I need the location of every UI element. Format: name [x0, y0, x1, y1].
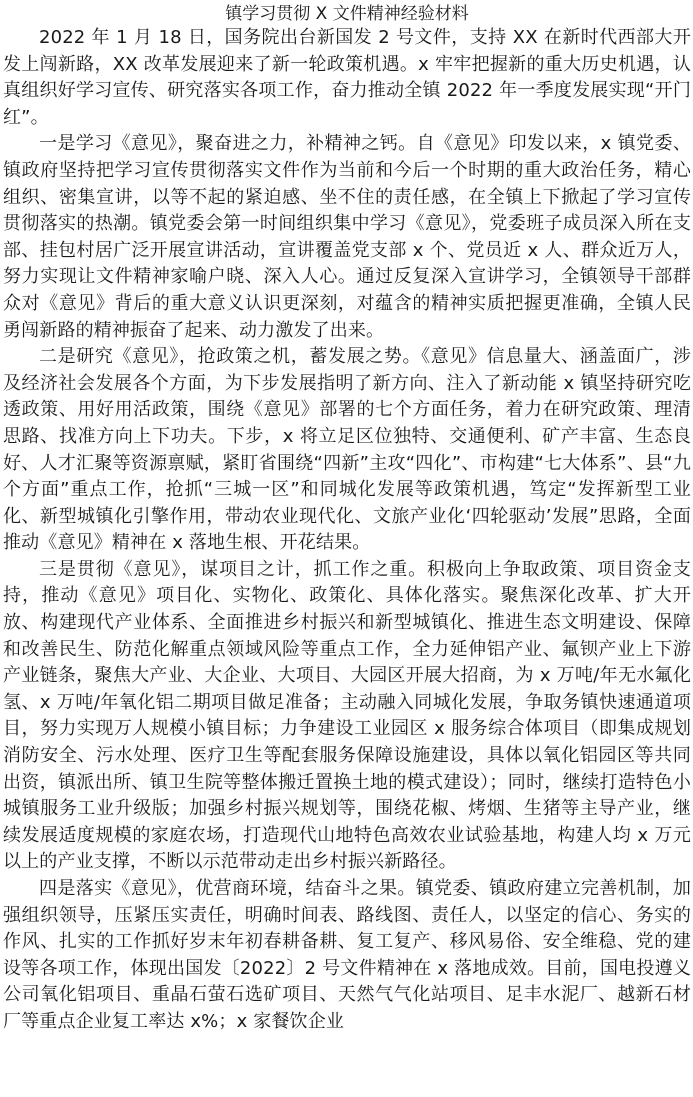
document-title: 镇学习贯彻 X 文件精神经验材料: [225, 4, 469, 24]
paragraph-study: 一是学习《意见》，聚奋进之力，补精神之钙。自《意见》印发以来，x 镇党委、镇政府坚持把学习宣传贯彻落实文件作为当前和今后一个时期的重大政治任务，精心组织、密集宣讲，以等不起的紧迫感、坐不住的责任感，在全镇上下掀起了学习宣传贯彻落实的热潮。镇党委会第一时间组织集中学习《意见》，党委班子成员深入所在支部、挂包村居广泛开展宣讲活动，宣讲覆盖党支部 x 个、党员近 x 人、群众近万人，努力实现让文件精神家喻户晓、深入人心。通过反复深入宣讲学习，全镇领导干部群众对《意见》背后的重大意义认识更深刻，对蕴含的精神实质把握更准确，全镇人民勇闯新路的精神振奋了起来、动力激发了出来。: [3, 133, 691, 341]
paragraph-intro: 2022 年 1 月 18 日，国务院出台新国发 2 号文件，支持 XX 在新时代西部大开发上闯新路，XX 改革发展迎来了新一轮政策机遇。x 牢牢把握新的重大历史机遇，认真组织好学习宣传、研究落实各项工作，奋力推动全镇 2022 年一季度发展实现“开门红”。: [3, 27, 691, 128]
paragraph-execute: 四是落实《意见》，优营商环境，结奋斗之果。镇党委、镇政府建立完善机制，加强组织领导，压紧压实责任，明确时间表、路线图、责任人，以坚定的信心、务实的作风、扎实的工作抓好岁末年初春耕备耕、复工复产、移风易俗、安全维稳、党的建设等各项工作，体现出国发〔2022〕2 号文件精神在 x 落地成效。目前，国电投遵义公司氧化铝项目、重晶石萤石选矿项目、天然气气化站项目、足丰水泥厂、越新石材厂等重点企业复工率达 x%；x 家餐饮企业: [3, 878, 691, 1032]
paragraph-implement: 三是贯彻《意见》，谋项目之计，抓工作之重。积极向上争取政策、项目资金支持，推动《意见》项目化、实物化、政策化、具体化落实。聚焦深化改革、扩大开放、构建现代产业体系、全面推进乡村振兴和新型城镇化、推进生态文明建设、保障和改善民生、防范化解重点领域风险等重点工作，全力延伸铝产业、氟钡产业上下游产业链条，聚焦大产业、大企业、大项目、大园区开展大招商，为 x 万吨/年无水氟化氢、x 万吨/年氧化铝二期项目做足准备；主动融入同城化发展，争取务镇快速通道项目，努力实现万人规模小镇目标；力争建设工业园区 x 服务综合体项目（即集成规划消防安全、污水处理、医疗卫生等配套服务保障设施建设，具体以氧化铝园区等共同出资，镇派出所、镇卫生院等整体搬迁置换土地的模式建设）；同时，继续打造特色小城镇服务工业升级版；加强乡村振兴规划等，围绕花椒、烤烟、生猪等主导产业，继续发展适度规模的家庭农场，打造现代山地特色高效农业试验基地，构建人均 x 万元以上的产业支撑，不断以示范带动走出乡村振兴新路径。: [3, 558, 691, 873]
paragraph-research: 二是研究《意见》，抢政策之机，蓄发展之势。《意见》信息量大、涵盖面广，涉及经济社会发展各个方面，为下步发展指明了新方向、注入了新动能 x 镇坚持研究吃透政策、用好用活政策，围绕《意见》部署的七个方面任务，着力在研究政策、理清思路、找准方向上下功夫。下步，x 将立足区位独特、交通便利、矿产丰富、生态良好、人才汇聚等资源禀赋，紧盯省围绕“四新”主攻“四化”、市构建“七大体系”、县“九个方面”重点工作，抢抓“三城一区”和同城化发展等政策机遇，笃定“发挥新型工业化、新型城镇化引擎作用，带动农业现代化、文旅产业化‘四轮驱动’发展”思路，全面推动《意见》精神在 x 落地生根、开花结果。: [3, 346, 691, 554]
